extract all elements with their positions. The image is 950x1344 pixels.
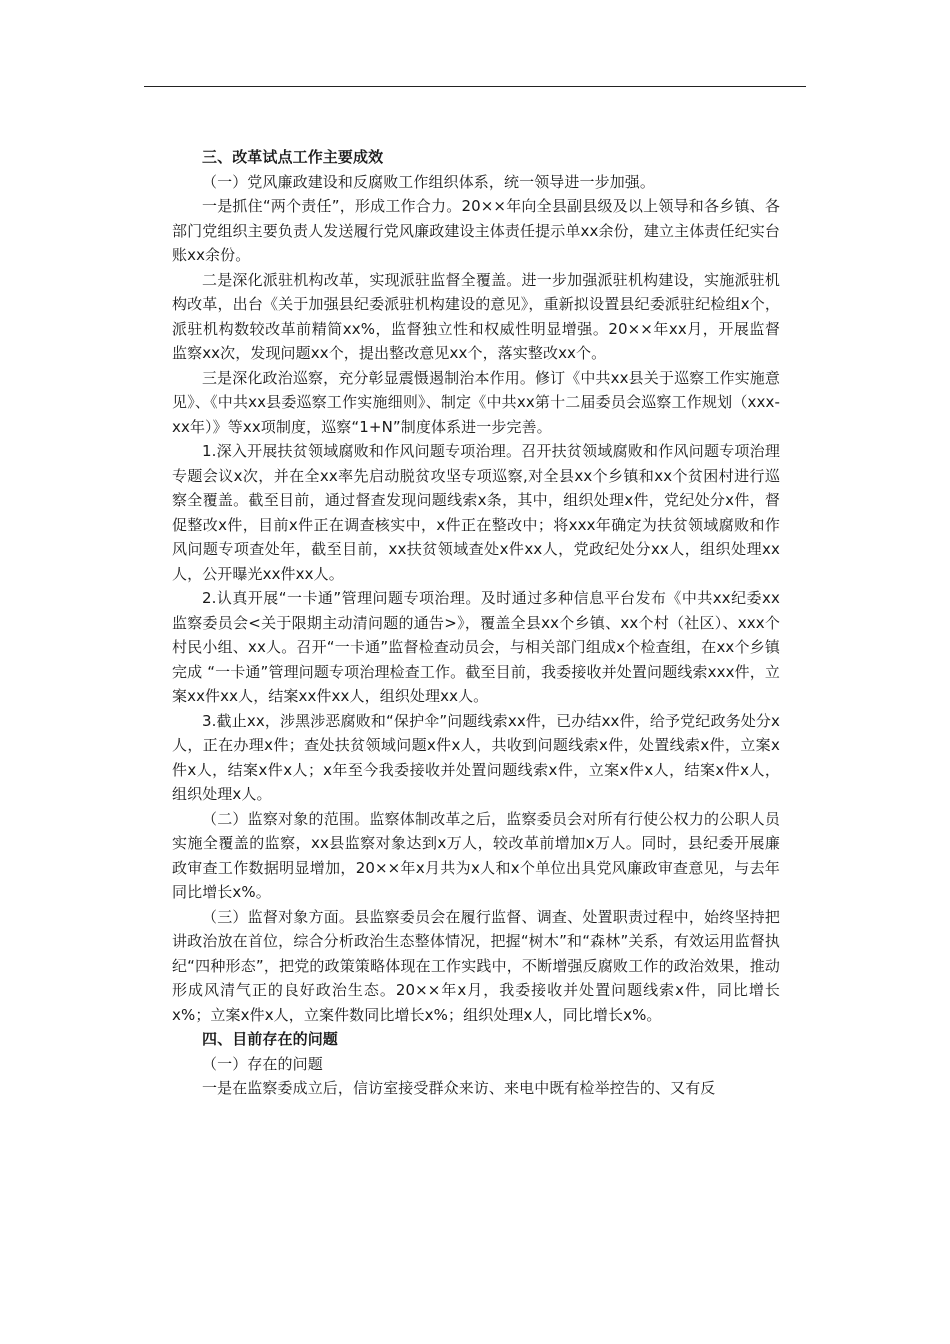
header-rule xyxy=(144,86,806,87)
document-body xyxy=(172,145,780,1101)
paragraph: 二是深化派驻机构改革，实现派驻监督全覆盖。进一步加强派驻机构建设，实施派驻机构改革，出台《关于加强县纪委派驻机构建设的意见》，重新拟设置县纪委派驻纪检组x个，派驻机构数较改革前精简xx%，监督独立性和权威性明显增强。20××年xx月，开展监督监察xx次，发现问题xx个，提出整改意见xx个，落实整改xx个。 xyxy=(172,270,780,362)
paragraph: （二）监察对象的范围。监察体制改革之后，监察委员会对所有行使公权力的公职人员实施全覆盖的监察，xx县监察对象达到x万人，较改革前增加x万人。同时，县纪委开展廉政审查工作数据明显增加，20××年x月共为x人和x个单位出具党风廉政审查意见，与去年同比增长x%。 xyxy=(172,809,780,901)
paragraph: （三）监督对象方面。县监察委员会在履行监督、调查、处置职责过程中，始终坚持把讲政治放在首位，综合分析政治生态整体情况，把握“树木”和“森林”关系，有效运用监督执纪“四种形态”，把党的政策策略体现在工作实践中，不断增强反腐败工作的政治效果，推动形成风清气正的良好政治生态。20××年x月，我委接收并处置问题线索x件，同比增长x%；立案x件x人，立案件数同比增长x%；组织处理x人，同比增长x%。 xyxy=(172,907,780,1024)
section-heading-4: 四、目前存在的问题 xyxy=(202,1030,338,1048)
paragraph: 1.深入开展扶贫领域腐败和作风问题专项治理。召开扶贫领域腐败和作风问题专项治理专题会议x次，并在全xx率先启动脱贫攻坚专项巡察,对全县xx个乡镇和xx个贫困村进行巡察全覆盖。截至目前，通过督查发现问题线索x条，其中，组织处理x件，党纪处分x件，督促整改x件，目前x件正在调查核实中，x件正在整改中；将xxx年确定为扶贫领域腐败和作风问题专项查处年，截至目前，xx扶贫领域查处x件xx人，党政纪处分xx人，组织处理xx人，公开曝光xx件xx人。 xyxy=(172,442,780,583)
paragraph: 一是在监察委成立后，信访室接受群众来访、来电中既有检举控告的、又有反 xyxy=(202,1079,716,1097)
section-heading-3: 三、改革试点工作主要成效 xyxy=(202,148,384,166)
paragraph: 一是抓住“两个责任”，形成工作合力。20××年向全县副县级及以上领导和各乡镇、各部门党组织主要负责人发送履行党风廉政建设主体责任提示单xx余份，建立主体责任纪实台账xx余份。 xyxy=(172,197,780,264)
paragraph: 2.认真开展“一卡通”管理问题专项治理。及时通过多种信息平台发布《中共xx纪委xx监察委员会<关于限期主动清问题的通告>》，覆盖全县xx个乡镇、xx个村（社区）、xxx个村民小组、xx人。召开“一卡通”监督检查动员会，与相关部门组成x个检查组，在xx个乡镇完成 “一卡通”管理问题专项治理检查工作。截至目前，我委接收并处置问题线索xxx件，立案xx件xx人，结案xx件xx人，组织处理xx人。 xyxy=(172,589,780,705)
paragraph: 三是深化政治巡察，充分彰显震慑遏制治本作用。修订《中共xx县关于巡察工作实施意见》、《中共xx县委巡察工作实施细则》、制定《中共xx第十二届委员会巡察工作规划（xxx-xx年）》等xx项制度，巡察“1+N”制度体系进一步完善。 xyxy=(172,368,780,436)
paragraph: （一）存在的问题 xyxy=(202,1054,323,1073)
paragraph: （一）党风廉政建设和反腐败工作组织体系，统一领导进一步加强。 xyxy=(202,172,656,191)
paragraph: 3.截止xx，涉黑涉恶腐败和“保护伞”问题线索xx件，已办结xx件，给予党纪政务处分x人，正在办理x件；查处扶贫领域问题x件x人，共收到问题线索x件，处置线索x件，立案x件x人，结案x件x人；x年至今我委接收并处置问题线索x件，立案x件x人，结案x件x人，组织处理x人。 xyxy=(172,711,780,803)
